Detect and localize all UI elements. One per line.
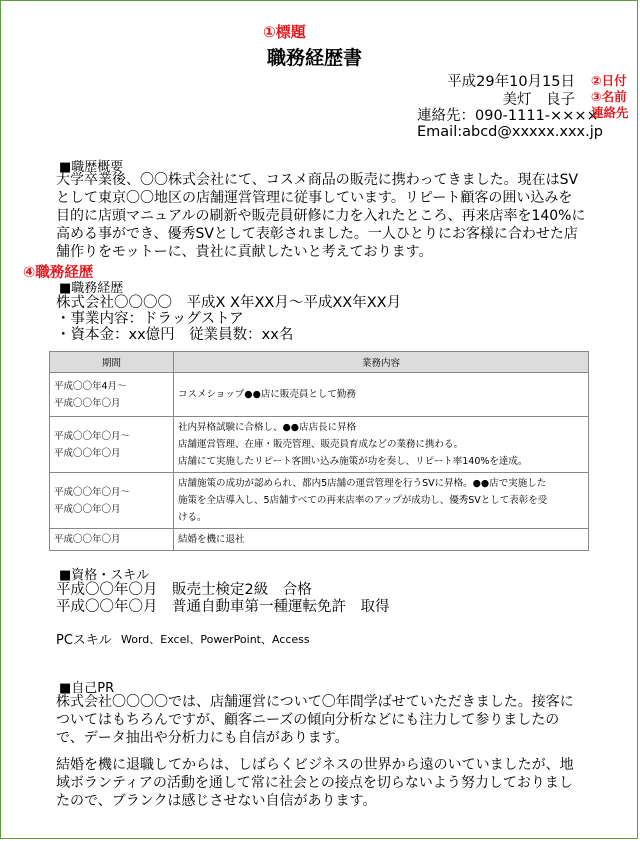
duty-line: 店舗にて実施したリピート客囲い込み施策が功を奏し、リピート率140%を達成。 [178, 456, 528, 467]
table-row [50, 529, 589, 551]
duty-line: 施策を全店導入し、5店舗すべての再来店率のアップが成功し、優秀SVとして表彰を受 [178, 495, 548, 506]
period-cell [50, 473, 174, 529]
annotation-history: ④職務経歴 [23, 265, 94, 281]
duties-cell [174, 473, 589, 529]
skills-heading: ■資格・スキル [59, 568, 150, 583]
period-cell [50, 417, 174, 473]
duty-line: ける。 [178, 512, 207, 523]
summary-heading: ■職歴概要 [59, 160, 124, 175]
summary-text: 大学卒業後、〇〇株式会社にて、コスメ商品の販売に携わってきました。現在はSVとして東京〇〇地区の店舗運営管理に従事しています。リピート顧客の囲い込みを目的に店頭マニュアルの刷新や販売員研修に力を入れたところ、再来店率を140%に高める事ができ、優秀SVとして表彰されました。一人ひとりにお客様に合わせた店舗作りをモットーに、貴社に貢献したいと考えております。 [56, 172, 586, 260]
header-period: 期間 [50, 352, 174, 373]
header-duties: 業務内容 [174, 352, 589, 373]
period-line: 平成〇〇年〇月 [54, 503, 121, 515]
business-line: ・事業内容：ドラッグストア [56, 311, 244, 327]
company-line: 株式会社〇〇〇〇 平成X X年XX月～平成XX年XX月 [56, 295, 402, 311]
table-row [50, 417, 589, 473]
annotation-title: ①標題 [263, 23, 306, 41]
history-heading: ■職務経歴 [59, 281, 124, 296]
period-line: 平成〇〇年4月～ [54, 380, 127, 392]
email: Email:abcd@xxxxx.xxx.jp [417, 124, 603, 140]
duties-cell [174, 529, 589, 551]
period-line: 平成〇〇年〇月～ [54, 486, 131, 498]
capital-line: ・資本金：xx億円 従業員数：xx名 [56, 327, 294, 343]
annotation-name: ③名前 [591, 89, 627, 104]
duty-line: 店舗施策の成功が認められ、都内5店舗の運営管理を行うSVに昇格。●●店で実施した [178, 478, 547, 489]
date: 平成29年10月15日 [447, 74, 575, 90]
period-line: 平成〇〇年〇月～ [54, 430, 131, 442]
pc-skill-value: Word、Excel、PowerPoint、Access [121, 633, 310, 646]
duties-cell [174, 373, 589, 417]
duty-line: コスメショップ●●店に販売員として勤務 [178, 389, 356, 400]
pc-skill-label: PCスキル [56, 633, 112, 648]
pr-heading: ■自己PR [59, 681, 115, 696]
history-table [49, 351, 589, 551]
period-line: 平成〇〇年〇月 [54, 397, 121, 409]
contact: 連絡先：090-1111-×××× [417, 108, 599, 124]
duty-line: 社内昇格試験に合格し、●●店店長に昇格 [178, 422, 357, 433]
annotation-date: ②日付 [591, 73, 627, 88]
name: 美灯 良子 [502, 92, 575, 108]
period-line: 平成〇〇年〇月 [54, 534, 121, 545]
pr-paragraph-1: 株式会社〇〇〇〇では、店舗運営について〇年間学ばせていただきました。接客についてはもちろんですが、顧客ニーズの傾向分析などにも注力して参りましたので、データ抽出や分析力にも自信があります。 [56, 694, 574, 746]
duty-line: 店舗運営管理、在庫・販売管理、販売員育成などの業務に携わる。 [178, 439, 464, 450]
pr-paragraph-2: 結婚を機に退職してからは、しばらくビジネスの世界から遠のいていましたが、地域ボランティアの活動を通して常に社会との接点を切らないよう努力しておりましたので、ブランクは感じさせない自信があります。 [56, 757, 574, 809]
duty-line: 結婚を機に退社 [178, 534, 245, 545]
annotation-contact: 連絡先 [591, 105, 629, 120]
document-title: 職務経歴書 [267, 47, 363, 69]
table-row [50, 373, 589, 417]
skill-line-2: 平成〇〇年〇月 普通自動車第一種運転免許 取得 [56, 599, 390, 615]
period-line: 平成〇〇年〇月 [54, 447, 121, 459]
period-cell [50, 373, 174, 417]
duties-cell [174, 417, 589, 473]
skill-line-1: 平成〇〇年〇月 販売士検定2級 合格 [56, 582, 312, 598]
table-row [50, 473, 589, 529]
period-cell [50, 529, 174, 551]
